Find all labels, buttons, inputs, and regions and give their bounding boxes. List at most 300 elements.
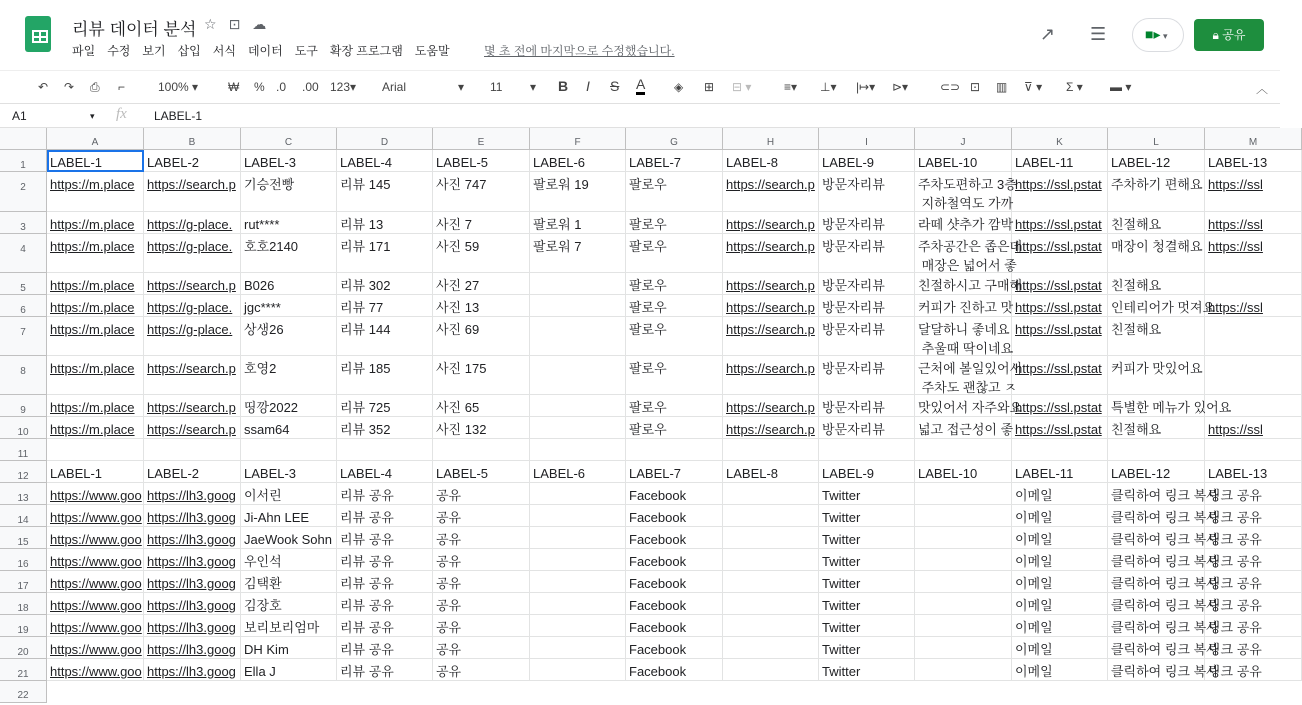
cell-k20[interactable]: 이메일 (1012, 637, 1108, 659)
cell-l14[interactable]: 클릭하여 링크 복사 (1108, 505, 1205, 527)
cell-d20[interactable]: 리뷰 공유 (337, 637, 433, 659)
cell-e2[interactable]: 사진 747 (433, 172, 530, 212)
cell-j9[interactable]: 맛있어서 자주와요 (915, 395, 1012, 417)
cell-i7[interactable]: 방문자리뷰 (819, 317, 915, 356)
cell-l4[interactable]: 매장이 청결해요 (1108, 234, 1205, 273)
cell-d10[interactable]: 리뷰 352 (337, 417, 433, 439)
row-header-12[interactable]: 12 (0, 461, 47, 483)
cell-j1[interactable]: LABEL-10 (915, 150, 1012, 172)
cell-k4[interactable]: https://ssl.pstat (1012, 234, 1108, 273)
cell-f11[interactable] (530, 439, 626, 461)
cell-f4[interactable]: 팔로워 7 (530, 234, 626, 273)
cell-i12[interactable]: LABEL-9 (819, 461, 915, 483)
cell-i19[interactable]: Twitter (819, 615, 915, 637)
cell-m18[interactable]: 링크 공유 (1205, 593, 1302, 615)
cell-l19[interactable]: 클릭하여 링크 복사 (1108, 615, 1205, 637)
cell-h18[interactable] (723, 593, 819, 615)
cell-b12[interactable]: LABEL-2 (144, 461, 241, 483)
cell-f6[interactable] (530, 295, 626, 317)
cell-e21[interactable]: 공유 (433, 659, 530, 681)
menu-edit[interactable]: 수정 (107, 44, 131, 58)
row-header-10[interactable]: 10 (0, 417, 47, 439)
cell-k11[interactable] (1012, 439, 1108, 461)
cell-j13[interactable] (915, 483, 1012, 505)
cell-m4[interactable]: https://ssl (1205, 234, 1302, 273)
cell-h16[interactable] (723, 549, 819, 571)
chevron-down-icon[interactable]: ▾ (90, 111, 95, 121)
cell-a21[interactable]: https://www.goo (47, 659, 144, 681)
borders-icon[interactable]: ⊞ (704, 80, 715, 94)
cell-h1[interactable]: LABEL-8 (723, 150, 819, 172)
cell-b8[interactable]: https://search.p (144, 356, 241, 395)
cell-f1[interactable]: LABEL-6 (530, 150, 626, 172)
redo-icon[interactable]: ↷ (64, 80, 75, 94)
cell-c11[interactable] (241, 439, 337, 461)
cell-d9[interactable]: 리뷰 725 (337, 395, 433, 417)
cell-i14[interactable]: Twitter (819, 505, 915, 527)
cell-i21[interactable]: Twitter (819, 659, 915, 681)
column-header-k[interactable]: K (1012, 128, 1108, 150)
menu-insert[interactable]: 삽입 (177, 44, 201, 58)
cell-m9[interactable] (1205, 395, 1302, 417)
link-icon[interactable]: ⊂⊃ (940, 80, 961, 94)
cell-k18[interactable]: 이메일 (1012, 593, 1108, 615)
cell-d5[interactable]: 리뷰 302 (337, 273, 433, 295)
menu-help[interactable]: 도움말 (414, 44, 450, 58)
row-header-2[interactable]: 2 (0, 172, 47, 212)
text-wrap-icon[interactable]: |↦▾ (856, 80, 876, 94)
cell-j11[interactable] (915, 439, 1012, 461)
percent-button[interactable]: % (254, 80, 265, 94)
cell-i9[interactable]: 방문자리뷰 (819, 395, 915, 417)
cell-j20[interactable] (915, 637, 1012, 659)
cell-f3[interactable]: 팔로워 1 (530, 212, 626, 234)
cell-a13[interactable]: https://www.goo (47, 483, 144, 505)
cell-c15[interactable]: JaeWook Sohn (241, 527, 337, 549)
cell-k5[interactable]: https://ssl.pstat (1012, 273, 1108, 295)
cell-h15[interactable] (723, 527, 819, 549)
row-header-11[interactable]: 11 (0, 439, 47, 461)
cell-b11[interactable] (144, 439, 241, 461)
cell-e10[interactable]: 사진 132 (433, 417, 530, 439)
cell-b16[interactable]: https://lh3.goog (144, 549, 241, 571)
cell-k6[interactable]: https://ssl.pstat (1012, 295, 1108, 317)
merge-cells-icon[interactable]: ⊟ ▾ (732, 80, 752, 94)
cell-d15[interactable]: 리뷰 공유 (337, 527, 433, 549)
cell-l17[interactable]: 클릭하여 링크 복사 (1108, 571, 1205, 593)
cell-f7[interactable] (530, 317, 626, 356)
cell-l5[interactable]: 친절해요 (1108, 273, 1205, 295)
cell-a5[interactable]: https://m.place (47, 273, 144, 295)
cell-f13[interactable] (530, 483, 626, 505)
cell-g7[interactable]: 팔로우 (626, 317, 723, 356)
cell-c16[interactable]: 우인석 (241, 549, 337, 571)
cell-i3[interactable]: 방문자리뷰 (819, 212, 915, 234)
align-horizontal-icon[interactable]: ≡▾ (784, 80, 798, 94)
cell-c20[interactable]: DH Kim (241, 637, 337, 659)
cell-g9[interactable]: 팔로우 (626, 395, 723, 417)
column-header-j[interactable]: J (915, 128, 1012, 150)
star-icon[interactable]: ☆ (204, 16, 229, 32)
cell-g20[interactable]: Facebook (626, 637, 723, 659)
cell-i2[interactable]: 방문자리뷰 (819, 172, 915, 212)
menu-view[interactable]: 보기 (142, 44, 166, 58)
cell-g5[interactable]: 팔로우 (626, 273, 723, 295)
cell-e17[interactable]: 공유 (433, 571, 530, 593)
cell-e16[interactable]: 공유 (433, 549, 530, 571)
cell-b5[interactable]: https://search.p (144, 273, 241, 295)
cell-h4[interactable]: https://search.p (723, 234, 819, 273)
cell-j2[interactable]: 주차도편하고 3층 지하철역도 가까 (915, 172, 1012, 212)
cell-j15[interactable] (915, 527, 1012, 549)
cell-l18[interactable]: 클릭하여 링크 복사 (1108, 593, 1205, 615)
cell-c21[interactable]: Ella J (241, 659, 337, 681)
cell-g16[interactable]: Facebook (626, 549, 723, 571)
cell-m19[interactable]: 링크 공유 (1205, 615, 1302, 637)
cell-e8[interactable]: 사진 175 (433, 356, 530, 395)
strikethrough-icon[interactable]: S (610, 78, 620, 94)
cell-i11[interactable] (819, 439, 915, 461)
row-header-6[interactable]: 6 (0, 295, 47, 317)
cell-e19[interactable]: 공유 (433, 615, 530, 637)
cell-b18[interactable]: https://lh3.goog (144, 593, 241, 615)
currency-button[interactable]: ₩ (228, 80, 240, 94)
cell-i5[interactable]: 방문자리뷰 (819, 273, 915, 295)
cell-f20[interactable] (530, 637, 626, 659)
cell-h6[interactable]: https://search.p (723, 295, 819, 317)
cell-h19[interactable] (723, 615, 819, 637)
row-header-14[interactable]: 14 (0, 505, 47, 527)
cell-b9[interactable]: https://search.p (144, 395, 241, 417)
cell-f15[interactable] (530, 527, 626, 549)
cell-d4[interactable]: 리뷰 171 (337, 234, 433, 273)
cell-e15[interactable]: 공유 (433, 527, 530, 549)
cell-i10[interactable]: 방문자리뷰 (819, 417, 915, 439)
row-header-4[interactable]: 4 (0, 234, 47, 273)
cell-g17[interactable]: Facebook (626, 571, 723, 593)
row-header-3[interactable]: 3 (0, 212, 47, 234)
row-header-15[interactable]: 15 (0, 527, 47, 549)
row-header-8[interactable]: 8 (0, 356, 47, 395)
cell-b7[interactable]: https://g-place. (144, 317, 241, 356)
more-formats-button[interactable]: 123▾ (330, 80, 357, 94)
column-header-e[interactable]: E (433, 128, 530, 150)
cell-g1[interactable]: LABEL-7 (626, 150, 723, 172)
cell-l11[interactable] (1108, 439, 1205, 461)
cell-m6[interactable]: https://ssl (1205, 295, 1302, 317)
row-header-9[interactable]: 9 (0, 395, 47, 417)
cell-e3[interactable]: 사진 7 (433, 212, 530, 234)
cell-l20[interactable]: 클릭하여 링크 복사 (1108, 637, 1205, 659)
cell-h11[interactable] (723, 439, 819, 461)
meet-button[interactable] (1132, 18, 1184, 52)
cell-m13[interactable]: 링크 공유 (1205, 483, 1302, 505)
cell-m5[interactable] (1205, 273, 1302, 295)
cell-k3[interactable]: https://ssl.pstat (1012, 212, 1108, 234)
menu-extensions[interactable]: 확장 프로그램 (329, 44, 403, 58)
undo-icon[interactable]: ↶ (38, 80, 49, 94)
cell-c6[interactable]: jgc**** (241, 295, 337, 317)
cell-g11[interactable] (626, 439, 723, 461)
cell-i6[interactable]: 방문자리뷰 (819, 295, 915, 317)
row-header-20[interactable]: 20 (0, 637, 47, 659)
cell-b20[interactable]: https://lh3.goog (144, 637, 241, 659)
cell-g4[interactable]: 팔로우 (626, 234, 723, 273)
cell-e18[interactable]: 공유 (433, 593, 530, 615)
cell-e12[interactable]: LABEL-5 (433, 461, 530, 483)
cell-h9[interactable]: https://search.p (723, 395, 819, 417)
cell-i13[interactable]: Twitter (819, 483, 915, 505)
cell-g3[interactable]: 팔로우 (626, 212, 723, 234)
cell-c13[interactable]: 이서린 (241, 483, 337, 505)
cell-j10[interactable]: 넓고 접근성이 좋 (915, 417, 1012, 439)
cell-d12[interactable]: LABEL-4 (337, 461, 433, 483)
cell-i16[interactable]: Twitter (819, 549, 915, 571)
cell-b15[interactable]: https://lh3.goog (144, 527, 241, 549)
cell-d18[interactable]: 리뷰 공유 (337, 593, 433, 615)
cell-i1[interactable]: LABEL-9 (819, 150, 915, 172)
cell-l3[interactable]: 친절해요 (1108, 212, 1205, 234)
cloud-status-icon[interactable]: ☁ (252, 16, 279, 32)
cell-a20[interactable]: https://www.goo (47, 637, 144, 659)
cell-d2[interactable]: 리뷰 145 (337, 172, 433, 212)
functions-icon[interactable]: Σ ▾ (1066, 80, 1083, 94)
paint-format-icon[interactable]: ⌐ (118, 80, 126, 94)
comments-icon[interactable]: ☰ (1090, 24, 1107, 44)
cell-j6[interactable]: 커피가 진하고 맛 (915, 295, 1012, 317)
cell-b1[interactable]: LABEL-2 (144, 150, 241, 172)
cell-f18[interactable] (530, 593, 626, 615)
column-header-m[interactable]: M (1205, 128, 1302, 150)
cell-b10[interactable]: https://search.p (144, 417, 241, 439)
cell-e5[interactable]: 사진 27 (433, 273, 530, 295)
cell-c12[interactable]: LABEL-3 (241, 461, 337, 483)
cell-b19[interactable]: https://lh3.goog (144, 615, 241, 637)
zoom-select[interactable]: 100% ▾ (158, 80, 199, 94)
cell-f16[interactable] (530, 549, 626, 571)
cell-c18[interactable]: 김장호 (241, 593, 337, 615)
cell-h3[interactable]: https://search.p (723, 212, 819, 234)
sheets-logo-icon[interactable] (25, 16, 51, 52)
cell-d16[interactable]: 리뷰 공유 (337, 549, 433, 571)
cell-m16[interactable]: 링크 공유 (1205, 549, 1302, 571)
cell-e14[interactable]: 공유 (433, 505, 530, 527)
cell-d6[interactable]: 리뷰 77 (337, 295, 433, 317)
select-all-corner[interactable] (0, 128, 47, 150)
cell-l15[interactable]: 클릭하여 링크 복사 (1108, 527, 1205, 549)
cell-j14[interactable] (915, 505, 1012, 527)
cell-g18[interactable]: Facebook (626, 593, 723, 615)
cell-e13[interactable]: 공유 (433, 483, 530, 505)
cell-d3[interactable]: 리뷰 13 (337, 212, 433, 234)
cell-g10[interactable]: 팔로우 (626, 417, 723, 439)
cell-g2[interactable]: 팔로우 (626, 172, 723, 212)
cell-l12[interactable]: LABEL-12 (1108, 461, 1205, 483)
cell-h8[interactable]: https://search.p (723, 356, 819, 395)
cell-a1[interactable]: LABEL-1 (47, 150, 144, 172)
cell-k7[interactable]: https://ssl.pstat (1012, 317, 1108, 356)
cell-k14[interactable]: 이메일 (1012, 505, 1108, 527)
cell-h12[interactable]: LABEL-8 (723, 461, 819, 483)
cell-k9[interactable]: https://ssl.pstat (1012, 395, 1108, 417)
last-edit-link[interactable]: 몇 초 전에 마지막으로 수정했습니다. (484, 44, 675, 58)
italic-icon[interactable]: I (586, 78, 590, 94)
name-box[interactable]: A1 (12, 109, 27, 123)
menu-format[interactable]: 서식 (212, 44, 236, 58)
cell-m7[interactable] (1205, 317, 1302, 356)
cell-k19[interactable]: 이메일 (1012, 615, 1108, 637)
cell-h2[interactable]: https://search.p (723, 172, 819, 212)
cell-d21[interactable]: 리뷰 공유 (337, 659, 433, 681)
cell-h20[interactable] (723, 637, 819, 659)
row-header-1[interactable]: 1 (0, 150, 47, 172)
cell-a4[interactable]: https://m.place (47, 234, 144, 273)
cell-m3[interactable]: https://ssl (1205, 212, 1302, 234)
cell-b6[interactable]: https://g-place. (144, 295, 241, 317)
cell-h17[interactable] (723, 571, 819, 593)
cell-f10[interactable] (530, 417, 626, 439)
cell-l10[interactable]: 친절해요 (1108, 417, 1205, 439)
cell-l1[interactable]: LABEL-12 (1108, 150, 1205, 172)
cell-a14[interactable]: https://www.goo (47, 505, 144, 527)
cell-d8[interactable]: 리뷰 185 (337, 356, 433, 395)
cell-k1[interactable]: LABEL-11 (1012, 150, 1108, 172)
menu-file[interactable]: 파일 (72, 44, 96, 58)
menu-tools[interactable]: 도구 (294, 44, 318, 58)
cell-a11[interactable] (47, 439, 144, 461)
align-vertical-icon[interactable]: ⊥▾ (820, 80, 837, 94)
row-header-19[interactable]: 19 (0, 615, 47, 637)
cell-e9[interactable]: 사진 65 (433, 395, 530, 417)
cell-d19[interactable]: 리뷰 공유 (337, 615, 433, 637)
cell-a6[interactable]: https://m.place (47, 295, 144, 317)
cell-b14[interactable]: https://lh3.goog (144, 505, 241, 527)
cell-h13[interactable] (723, 483, 819, 505)
cell-m2[interactable]: https://ssl (1205, 172, 1302, 212)
cell-m11[interactable] (1205, 439, 1302, 461)
cell-m20[interactable]: 링크 공유 (1205, 637, 1302, 659)
comment-icon[interactable]: ⊡ (970, 80, 981, 94)
cell-a16[interactable]: https://www.goo (47, 549, 144, 571)
print-icon[interactable]: ⎙ (90, 80, 100, 94)
cell-d17[interactable]: 리뷰 공유 (337, 571, 433, 593)
cell-m21[interactable]: 링크 공유 (1205, 659, 1302, 681)
text-rotate-icon[interactable]: ⊳▾ (892, 80, 909, 94)
input-tools-icon[interactable]: ▬ ▾ (1110, 80, 1132, 94)
cell-f8[interactable] (530, 356, 626, 395)
cell-i4[interactable]: 방문자리뷰 (819, 234, 915, 273)
cell-h14[interactable] (723, 505, 819, 527)
cell-j3[interactable]: 라떼 샷추가 깜박 (915, 212, 1012, 234)
cell-j4[interactable]: 주차공간은 좁은데 매장은 넓어서 좋 (915, 234, 1012, 273)
cell-a15[interactable]: https://www.goo (47, 527, 144, 549)
cell-l9[interactable]: 특별한 메뉴가 있어요 (1108, 395, 1205, 417)
row-header-17[interactable]: 17 (0, 571, 47, 593)
cell-m15[interactable]: 링크 공유 (1205, 527, 1302, 549)
column-header-h[interactable]: H (723, 128, 819, 150)
cell-c7[interactable]: 상생26 (241, 317, 337, 356)
text-color-icon[interactable]: A (636, 76, 645, 95)
cell-b21[interactable]: https://lh3.goog (144, 659, 241, 681)
cell-f12[interactable]: LABEL-6 (530, 461, 626, 483)
cell-g21[interactable]: Facebook (626, 659, 723, 681)
cell-l7[interactable]: 친절해요 (1108, 317, 1205, 356)
cell-e7[interactable]: 사진 69 (433, 317, 530, 356)
cell-j5[interactable]: 친절하시고 구매해 (915, 273, 1012, 295)
cell-e4[interactable]: 사진 59 (433, 234, 530, 273)
cell-f17[interactable] (530, 571, 626, 593)
cell-k15[interactable]: 이메일 (1012, 527, 1108, 549)
cell-l16[interactable]: 클릭하여 링크 복사 (1108, 549, 1205, 571)
row-header-16[interactable]: 16 (0, 549, 47, 571)
cell-c1[interactable]: LABEL-3 (241, 150, 337, 172)
cell-a2[interactable]: https://m.place (47, 172, 144, 212)
cell-j21[interactable] (915, 659, 1012, 681)
cell-j8[interactable]: 근처에 볼일있어서 주차도 괜찮고 ㅈ (915, 356, 1012, 395)
row-header-13[interactable]: 13 (0, 483, 47, 505)
cell-m14[interactable]: 링크 공유 (1205, 505, 1302, 527)
cell-h7[interactable]: https://search.p (723, 317, 819, 356)
cell-a10[interactable]: https://m.place (47, 417, 144, 439)
cell-l2[interactable]: 주차하기 편해요 (1108, 172, 1205, 212)
cell-k21[interactable]: 이메일 (1012, 659, 1108, 681)
cell-i8[interactable]: 방문자리뷰 (819, 356, 915, 395)
cell-m8[interactable] (1205, 356, 1302, 395)
cell-k12[interactable]: LABEL-11 (1012, 461, 1108, 483)
cell-i18[interactable]: Twitter (819, 593, 915, 615)
document-title[interactable]: 리뷰 데이터 분석 (72, 20, 197, 39)
cell-b4[interactable]: https://g-place. (144, 234, 241, 273)
cell-k2[interactable]: https://ssl.pstat (1012, 172, 1108, 212)
cell-f19[interactable] (530, 615, 626, 637)
formula-input[interactable]: LABEL-1 (154, 109, 203, 123)
collapse-toolbar-icon[interactable]: ︿ (1256, 82, 1269, 96)
column-header-c[interactable]: C (241, 128, 337, 150)
cell-g19[interactable]: Facebook (626, 615, 723, 637)
cell-g14[interactable]: Facebook (626, 505, 723, 527)
cell-b3[interactable]: https://g-place. (144, 212, 241, 234)
cell-m12[interactable]: LABEL-13 (1205, 461, 1302, 483)
cell-j17[interactable] (915, 571, 1012, 593)
column-header-d[interactable]: D (337, 128, 433, 150)
cell-k17[interactable]: 이메일 (1012, 571, 1108, 593)
cell-b13[interactable]: https://lh3.goog (144, 483, 241, 505)
column-header-b[interactable]: B (144, 128, 241, 150)
cell-c2[interactable]: 기승전빵 (241, 172, 337, 212)
row-header-21[interactable]: 21 (0, 659, 47, 681)
menu-data[interactable]: 데이터 (247, 44, 283, 58)
cell-c10[interactable]: ssam64 (241, 417, 337, 439)
cell-c8[interactable]: 호영2 (241, 356, 337, 395)
cell-a8[interactable]: https://m.place (47, 356, 144, 395)
cell-m17[interactable]: 링크 공유 (1205, 571, 1302, 593)
row-header-22[interactable]: 22 (0, 681, 47, 703)
cell-f9[interactable] (530, 395, 626, 417)
cell-g8[interactable]: 팔로우 (626, 356, 723, 395)
cell-a12[interactable]: LABEL-1 (47, 461, 144, 483)
cell-c9[interactable]: 띵깡2022 (241, 395, 337, 417)
cell-m1[interactable]: LABEL-13 (1205, 150, 1302, 172)
cell-i17[interactable]: Twitter (819, 571, 915, 593)
cell-d1[interactable]: LABEL-4 (337, 150, 433, 172)
cell-l8[interactable]: 커피가 맛있어요 (1108, 356, 1205, 395)
cell-k10[interactable]: https://ssl.pstat (1012, 417, 1108, 439)
column-header-f[interactable]: F (530, 128, 626, 150)
cell-l6[interactable]: 인테리어가 멋져요 (1108, 295, 1205, 317)
cell-b2[interactable]: https://search.p (144, 172, 241, 212)
cell-e20[interactable]: 공유 (433, 637, 530, 659)
cell-j7[interactable]: 달달하니 좋네요 추울때 딱이네요 (915, 317, 1012, 356)
